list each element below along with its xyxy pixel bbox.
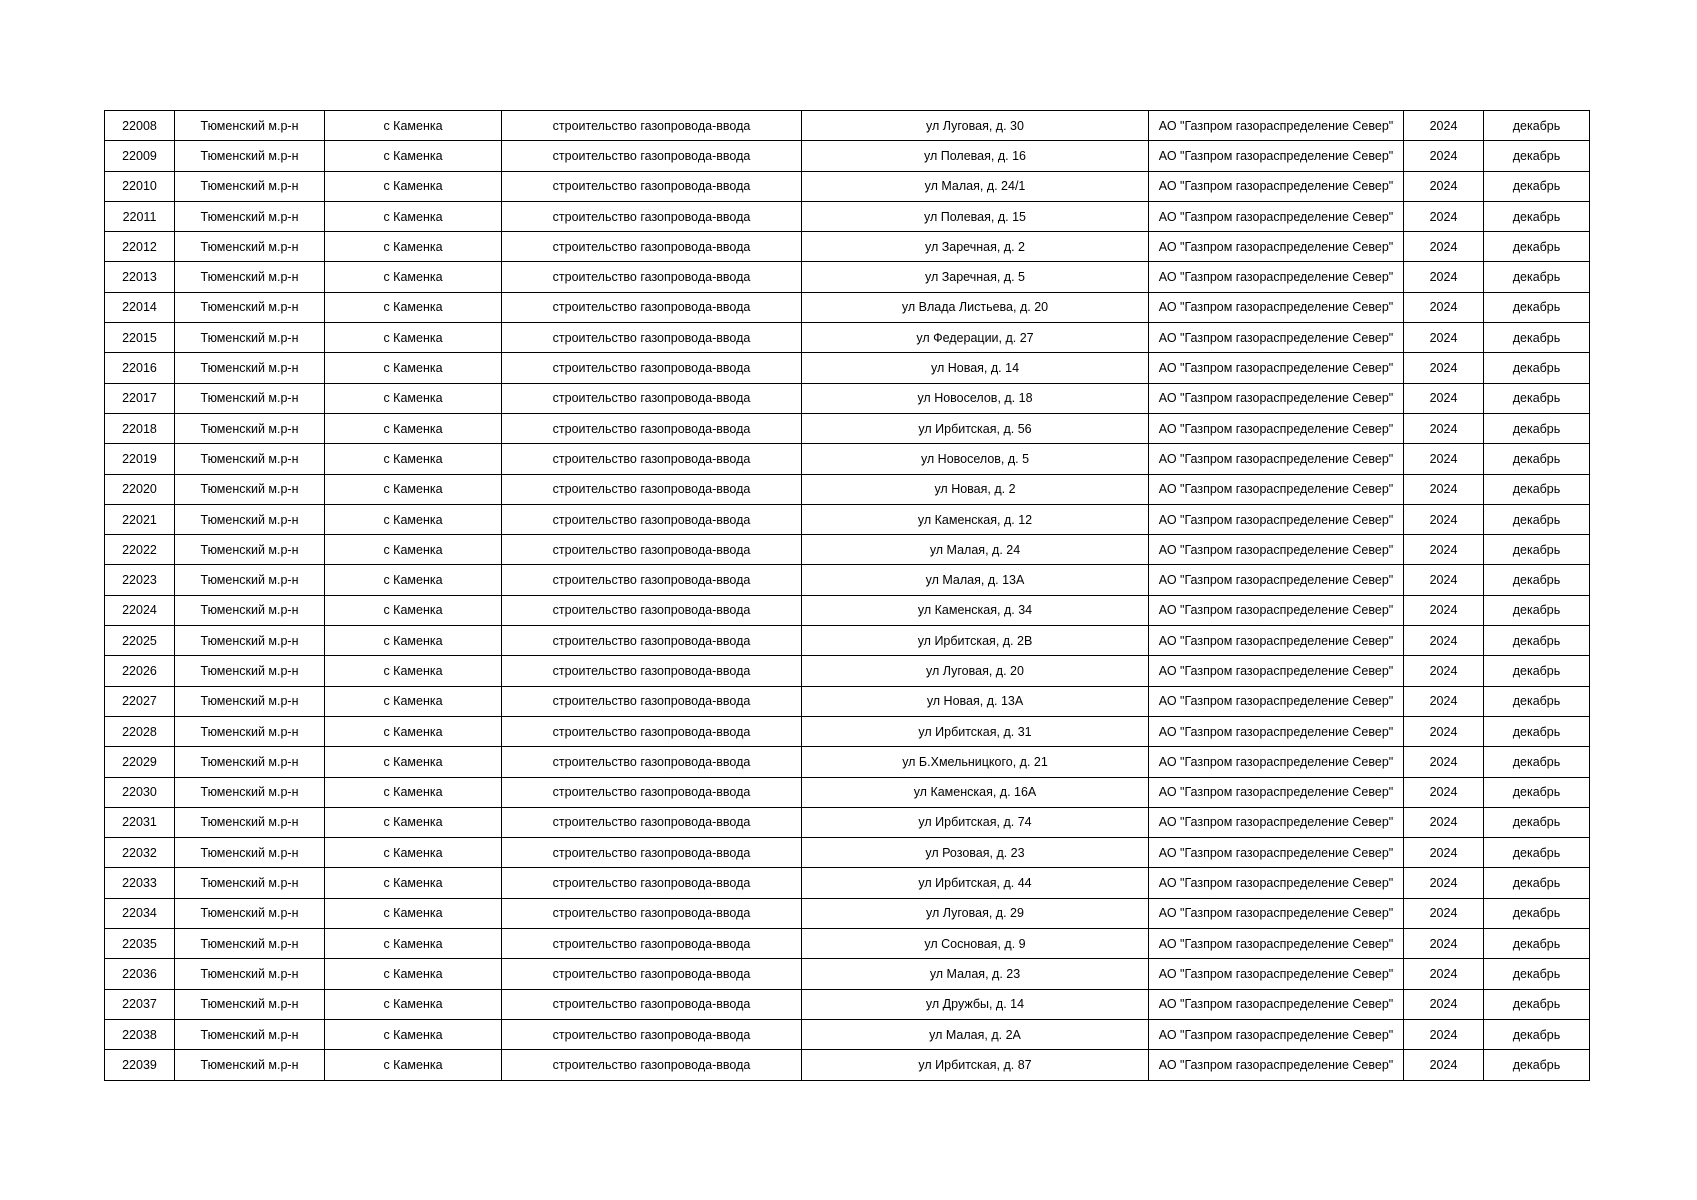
month-cell: декабрь <box>1484 595 1590 625</box>
month-cell: декабрь <box>1484 716 1590 746</box>
year-cell: 2024 <box>1404 807 1484 837</box>
year-cell: 2024 <box>1404 716 1484 746</box>
month-cell: декабрь <box>1484 383 1590 413</box>
row-number-cell: 22035 <box>105 929 175 959</box>
work-type-cell: строительство газопровода-ввода <box>502 777 802 807</box>
month-cell: декабрь <box>1484 444 1590 474</box>
organization-cell: АО "Газпром газораспределение Север" <box>1149 959 1404 989</box>
organization-cell: АО "Газпром газораспределение Север" <box>1149 444 1404 474</box>
month-cell: декабрь <box>1484 535 1590 565</box>
settlement-cell: с Каменка <box>325 595 502 625</box>
work-type-cell: строительство газопровода-ввода <box>502 838 802 868</box>
row-number-cell: 22014 <box>105 292 175 322</box>
settlement-cell: с Каменка <box>325 686 502 716</box>
year-cell: 2024 <box>1404 323 1484 353</box>
work-type-cell: строительство газопровода-ввода <box>502 353 802 383</box>
year-cell: 2024 <box>1404 1019 1484 1049</box>
work-type-cell: строительство газопровода-ввода <box>502 565 802 595</box>
table-row <box>105 777 1590 807</box>
month-cell: декабрь <box>1484 898 1590 928</box>
organization-cell: АО "Газпром газораспределение Север" <box>1149 323 1404 353</box>
year-cell: 2024 <box>1404 626 1484 656</box>
table-row <box>105 1050 1590 1080</box>
organization-cell: АО "Газпром газораспределение Север" <box>1149 383 1404 413</box>
row-number-cell: 22028 <box>105 716 175 746</box>
address-cell: ул Каменская, д. 16А <box>802 777 1149 807</box>
address-cell: ул Полевая, д. 16 <box>802 141 1149 171</box>
address-cell: ул Луговая, д. 30 <box>802 111 1149 141</box>
district-cell: Тюменский м.р-н <box>175 292 325 322</box>
district-cell: Тюменский м.р-н <box>175 232 325 262</box>
address-cell: ул Ирбитская, д. 87 <box>802 1050 1149 1080</box>
settlement-cell: с Каменка <box>325 807 502 837</box>
year-cell: 2024 <box>1404 444 1484 474</box>
district-cell: Тюменский м.р-н <box>175 595 325 625</box>
organization-cell: АО "Газпром газораспределение Север" <box>1149 504 1404 534</box>
year-cell: 2024 <box>1404 595 1484 625</box>
settlement-cell: с Каменка <box>325 777 502 807</box>
organization-cell: АО "Газпром газораспределение Север" <box>1149 232 1404 262</box>
settlement-cell: с Каменка <box>325 171 502 201</box>
settlement-cell: с Каменка <box>325 1019 502 1049</box>
work-type-cell: строительство газопровода-ввода <box>502 656 802 686</box>
row-number-cell: 22012 <box>105 232 175 262</box>
work-type-cell: строительство газопровода-ввода <box>502 171 802 201</box>
address-cell: ул Новоселов, д. 18 <box>802 383 1149 413</box>
row-number-cell: 22009 <box>105 141 175 171</box>
organization-cell: АО "Газпром газораспределение Север" <box>1149 141 1404 171</box>
settlement-cell: с Каменка <box>325 262 502 292</box>
table-row <box>105 565 1590 595</box>
work-type-cell: строительство газопровода-ввода <box>502 959 802 989</box>
year-cell: 2024 <box>1404 232 1484 262</box>
month-cell: декабрь <box>1484 959 1590 989</box>
work-type-cell: строительство газопровода-ввода <box>502 232 802 262</box>
organization-cell: АО "Газпром газораспределение Север" <box>1149 1019 1404 1049</box>
year-cell: 2024 <box>1404 838 1484 868</box>
year-cell: 2024 <box>1404 777 1484 807</box>
address-cell: ул Розовая, д. 23 <box>802 838 1149 868</box>
address-cell: ул Сосновая, д. 9 <box>802 929 1149 959</box>
district-cell: Тюменский м.р-н <box>175 1050 325 1080</box>
row-number-cell: 22021 <box>105 504 175 534</box>
year-cell: 2024 <box>1404 171 1484 201</box>
year-cell: 2024 <box>1404 565 1484 595</box>
table-row <box>105 413 1590 443</box>
table-row <box>105 686 1590 716</box>
organization-cell: АО "Газпром газораспределение Север" <box>1149 262 1404 292</box>
district-cell: Тюменский м.р-н <box>175 1019 325 1049</box>
row-number-cell: 22011 <box>105 201 175 231</box>
table-row <box>105 201 1590 231</box>
district-cell: Тюменский м.р-н <box>175 898 325 928</box>
settlement-cell: с Каменка <box>325 474 502 504</box>
settlement-cell: с Каменка <box>325 323 502 353</box>
table-row <box>105 444 1590 474</box>
row-number-cell: 22010 <box>105 171 175 201</box>
table-row <box>105 868 1590 898</box>
organization-cell: АО "Газпром газораспределение Север" <box>1149 898 1404 928</box>
work-type-cell: строительство газопровода-ввода <box>502 262 802 292</box>
work-type-cell: строительство газопровода-ввода <box>502 595 802 625</box>
table-row <box>105 232 1590 262</box>
organization-cell: АО "Газпром газораспределение Север" <box>1149 656 1404 686</box>
row-number-cell: 22031 <box>105 807 175 837</box>
month-cell: декабрь <box>1484 777 1590 807</box>
settlement-cell: с Каменка <box>325 353 502 383</box>
settlement-cell: с Каменка <box>325 141 502 171</box>
year-cell: 2024 <box>1404 959 1484 989</box>
row-number-cell: 22034 <box>105 898 175 928</box>
table-row <box>105 323 1590 353</box>
year-cell: 2024 <box>1404 868 1484 898</box>
year-cell: 2024 <box>1404 656 1484 686</box>
row-number-cell: 22020 <box>105 474 175 504</box>
month-cell: декабрь <box>1484 323 1590 353</box>
district-cell: Тюменский м.р-н <box>175 565 325 595</box>
settlement-cell: с Каменка <box>325 201 502 231</box>
district-cell: Тюменский м.р-н <box>175 474 325 504</box>
address-cell: ул Малая, д. 13А <box>802 565 1149 595</box>
year-cell: 2024 <box>1404 413 1484 443</box>
organization-cell: АО "Газпром газораспределение Север" <box>1149 474 1404 504</box>
year-cell: 2024 <box>1404 262 1484 292</box>
address-cell: ул Луговая, д. 29 <box>802 898 1149 928</box>
gas-connection-table <box>104 110 1590 1081</box>
settlement-cell: с Каменка <box>325 716 502 746</box>
district-cell: Тюменский м.р-н <box>175 989 325 1019</box>
work-type-cell: строительство газопровода-ввода <box>502 626 802 656</box>
row-number-cell: 22024 <box>105 595 175 625</box>
district-cell: Тюменский м.р-н <box>175 353 325 383</box>
organization-cell: АО "Газпром газораспределение Север" <box>1149 201 1404 231</box>
work-type-cell: строительство газопровода-ввода <box>502 292 802 322</box>
work-type-cell: строительство газопровода-ввода <box>502 686 802 716</box>
year-cell: 2024 <box>1404 292 1484 322</box>
address-cell: ул Ирбитская, д. 2В <box>802 626 1149 656</box>
settlement-cell: с Каменка <box>325 383 502 413</box>
table-body <box>105 111 1590 1081</box>
district-cell: Тюменский м.р-н <box>175 171 325 201</box>
settlement-cell: с Каменка <box>325 111 502 141</box>
table-row <box>105 656 1590 686</box>
organization-cell: АО "Газпром газораспределение Север" <box>1149 747 1404 777</box>
settlement-cell: с Каменка <box>325 929 502 959</box>
organization-cell: АО "Газпром газораспределение Север" <box>1149 565 1404 595</box>
settlement-cell: с Каменка <box>325 413 502 443</box>
settlement-cell: с Каменка <box>325 656 502 686</box>
table-row <box>105 171 1590 201</box>
district-cell: Тюменский м.р-н <box>175 201 325 231</box>
address-cell: ул Малая, д. 24 <box>802 535 1149 565</box>
work-type-cell: строительство газопровода-ввода <box>502 1019 802 1049</box>
year-cell: 2024 <box>1404 141 1484 171</box>
district-cell: Тюменский м.р-н <box>175 626 325 656</box>
settlement-cell: с Каменка <box>325 898 502 928</box>
year-cell: 2024 <box>1404 504 1484 534</box>
year-cell: 2024 <box>1404 535 1484 565</box>
row-number-cell: 22036 <box>105 959 175 989</box>
organization-cell: АО "Газпром газораспределение Север" <box>1149 777 1404 807</box>
organization-cell: АО "Газпром газораспределение Север" <box>1149 716 1404 746</box>
month-cell: декабрь <box>1484 565 1590 595</box>
district-cell: Тюменский м.р-н <box>175 262 325 292</box>
address-cell: ул Дружбы, д. 14 <box>802 989 1149 1019</box>
address-cell: ул Заречная, д. 5 <box>802 262 1149 292</box>
address-cell: ул Федерации, д. 27 <box>802 323 1149 353</box>
table-row <box>105 595 1590 625</box>
table-row <box>105 716 1590 746</box>
month-cell: декабрь <box>1484 171 1590 201</box>
address-cell: ул Новая, д. 2 <box>802 474 1149 504</box>
address-cell: ул Полевая, д. 15 <box>802 201 1149 231</box>
row-number-cell: 22037 <box>105 989 175 1019</box>
address-cell: ул Ирбитская, д. 74 <box>802 807 1149 837</box>
month-cell: декабрь <box>1484 413 1590 443</box>
address-cell: ул Заречная, д. 2 <box>802 232 1149 262</box>
address-cell: ул Ирбитская, д. 31 <box>802 716 1149 746</box>
district-cell: Тюменский м.р-н <box>175 413 325 443</box>
organization-cell: АО "Газпром газораспределение Север" <box>1149 868 1404 898</box>
table-row <box>105 807 1590 837</box>
row-number-cell: 22027 <box>105 686 175 716</box>
row-number-cell: 22018 <box>105 413 175 443</box>
row-number-cell: 22016 <box>105 353 175 383</box>
table-row <box>105 898 1590 928</box>
organization-cell: АО "Газпром газораспределение Север" <box>1149 292 1404 322</box>
district-cell: Тюменский м.р-н <box>175 111 325 141</box>
year-cell: 2024 <box>1404 474 1484 504</box>
row-number-cell: 22013 <box>105 262 175 292</box>
address-cell: ул Малая, д. 23 <box>802 959 1149 989</box>
address-cell: ул Ирбитская, д. 44 <box>802 868 1149 898</box>
month-cell: декабрь <box>1484 1019 1590 1049</box>
table-row <box>105 353 1590 383</box>
settlement-cell: с Каменка <box>325 504 502 534</box>
year-cell: 2024 <box>1404 898 1484 928</box>
month-cell: декабрь <box>1484 929 1590 959</box>
row-number-cell: 22025 <box>105 626 175 656</box>
month-cell: декабрь <box>1484 353 1590 383</box>
table-row <box>105 989 1590 1019</box>
month-cell: декабрь <box>1484 656 1590 686</box>
organization-cell: АО "Газпром газораспределение Север" <box>1149 535 1404 565</box>
organization-cell: АО "Газпром газораспределение Север" <box>1149 595 1404 625</box>
month-cell: декабрь <box>1484 686 1590 716</box>
organization-cell: АО "Газпром газораспределение Север" <box>1149 686 1404 716</box>
work-type-cell: строительство газопровода-ввода <box>502 413 802 443</box>
month-cell: декабрь <box>1484 807 1590 837</box>
work-type-cell: строительство газопровода-ввода <box>502 747 802 777</box>
settlement-cell: с Каменка <box>325 838 502 868</box>
year-cell: 2024 <box>1404 383 1484 413</box>
table-row <box>105 929 1590 959</box>
district-cell: Тюменский м.р-н <box>175 777 325 807</box>
month-cell: декабрь <box>1484 868 1590 898</box>
work-type-cell: строительство газопровода-ввода <box>502 504 802 534</box>
year-cell: 2024 <box>1404 989 1484 1019</box>
row-number-cell: 22032 <box>105 838 175 868</box>
district-cell: Тюменский м.р-н <box>175 747 325 777</box>
table-row <box>105 383 1590 413</box>
address-cell: ул Влада Листьева, д. 20 <box>802 292 1149 322</box>
year-cell: 2024 <box>1404 929 1484 959</box>
row-number-cell: 22023 <box>105 565 175 595</box>
row-number-cell: 22017 <box>105 383 175 413</box>
organization-cell: АО "Газпром газораспределение Север" <box>1149 838 1404 868</box>
month-cell: декабрь <box>1484 626 1590 656</box>
work-type-cell: строительство газопровода-ввода <box>502 1050 802 1080</box>
settlement-cell: с Каменка <box>325 747 502 777</box>
month-cell: декабрь <box>1484 747 1590 777</box>
work-type-cell: строительство газопровода-ввода <box>502 989 802 1019</box>
settlement-cell: с Каменка <box>325 626 502 656</box>
table-row <box>105 626 1590 656</box>
year-cell: 2024 <box>1404 353 1484 383</box>
settlement-cell: с Каменка <box>325 232 502 262</box>
district-cell: Тюменский м.р-н <box>175 504 325 534</box>
address-cell: ул Луговая, д. 20 <box>802 656 1149 686</box>
district-cell: Тюменский м.р-н <box>175 807 325 837</box>
month-cell: декабрь <box>1484 474 1590 504</box>
row-number-cell: 22039 <box>105 1050 175 1080</box>
work-type-cell: строительство газопровода-ввода <box>502 929 802 959</box>
month-cell: декабрь <box>1484 1050 1590 1080</box>
work-type-cell: строительство газопровода-ввода <box>502 807 802 837</box>
table-row <box>105 838 1590 868</box>
table-row <box>105 474 1590 504</box>
settlement-cell: с Каменка <box>325 444 502 474</box>
row-number-cell: 22015 <box>105 323 175 353</box>
work-type-cell: строительство газопровода-ввода <box>502 323 802 353</box>
district-cell: Тюменский м.р-н <box>175 838 325 868</box>
year-cell: 2024 <box>1404 201 1484 231</box>
row-number-cell: 22019 <box>105 444 175 474</box>
organization-cell: АО "Газпром газораспределение Север" <box>1149 807 1404 837</box>
district-cell: Тюменский м.р-н <box>175 686 325 716</box>
row-number-cell: 22033 <box>105 868 175 898</box>
work-type-cell: строительство газопровода-ввода <box>502 898 802 928</box>
year-cell: 2024 <box>1404 686 1484 716</box>
organization-cell: АО "Газпром газораспределение Север" <box>1149 1050 1404 1080</box>
month-cell: декабрь <box>1484 232 1590 262</box>
month-cell: декабрь <box>1484 201 1590 231</box>
table-row <box>105 1019 1590 1049</box>
address-cell: ул Каменская, д. 12 <box>802 504 1149 534</box>
address-cell: ул Малая, д. 2А <box>802 1019 1149 1049</box>
month-cell: декабрь <box>1484 292 1590 322</box>
work-type-cell: строительство газопровода-ввода <box>502 111 802 141</box>
district-cell: Тюменский м.р-н <box>175 959 325 989</box>
month-cell: декабрь <box>1484 111 1590 141</box>
organization-cell: АО "Газпром газораспределение Север" <box>1149 353 1404 383</box>
organization-cell: АО "Газпром газораспределение Север" <box>1149 989 1404 1019</box>
month-cell: декабрь <box>1484 262 1590 292</box>
settlement-cell: с Каменка <box>325 989 502 1019</box>
work-type-cell: строительство газопровода-ввода <box>502 201 802 231</box>
table-row <box>105 747 1590 777</box>
settlement-cell: с Каменка <box>325 535 502 565</box>
settlement-cell: с Каменка <box>325 959 502 989</box>
table-row <box>105 504 1590 534</box>
year-cell: 2024 <box>1404 747 1484 777</box>
month-cell: декабрь <box>1484 989 1590 1019</box>
row-number-cell: 22008 <box>105 111 175 141</box>
table-row <box>105 262 1590 292</box>
address-cell: ул Новая, д. 13А <box>802 686 1149 716</box>
address-cell: ул Ирбитская, д. 56 <box>802 413 1149 443</box>
table-row <box>105 535 1590 565</box>
address-cell: ул Малая, д. 24/1 <box>802 171 1149 201</box>
district-cell: Тюменский м.р-н <box>175 929 325 959</box>
row-number-cell: 22029 <box>105 747 175 777</box>
address-cell: ул Каменская, д. 34 <box>802 595 1149 625</box>
work-type-cell: строительство газопровода-ввода <box>502 868 802 898</box>
district-cell: Тюменский м.р-н <box>175 141 325 171</box>
table-row <box>105 292 1590 322</box>
settlement-cell: с Каменка <box>325 1050 502 1080</box>
row-number-cell: 22030 <box>105 777 175 807</box>
district-cell: Тюменский м.р-н <box>175 535 325 565</box>
district-cell: Тюменский м.р-н <box>175 383 325 413</box>
address-cell: ул Б.Хмельницкого, д. 21 <box>802 747 1149 777</box>
work-type-cell: строительство газопровода-ввода <box>502 383 802 413</box>
work-type-cell: строительство газопровода-ввода <box>502 535 802 565</box>
year-cell: 2024 <box>1404 1050 1484 1080</box>
month-cell: декабрь <box>1484 504 1590 534</box>
work-type-cell: строительство газопровода-ввода <box>502 474 802 504</box>
district-cell: Тюменский м.р-н <box>175 716 325 746</box>
organization-cell: АО "Газпром газораспределение Север" <box>1149 929 1404 959</box>
month-cell: декабрь <box>1484 838 1590 868</box>
row-number-cell: 22022 <box>105 535 175 565</box>
table-row <box>105 111 1590 141</box>
settlement-cell: с Каменка <box>325 292 502 322</box>
district-cell: Тюменский м.р-н <box>175 868 325 898</box>
district-cell: Тюменский м.р-н <box>175 656 325 686</box>
row-number-cell: 22038 <box>105 1019 175 1049</box>
settlement-cell: с Каменка <box>325 868 502 898</box>
table-row <box>105 141 1590 171</box>
address-cell: ул Новоселов, д. 5 <box>802 444 1149 474</box>
row-number-cell: 22026 <box>105 656 175 686</box>
year-cell: 2024 <box>1404 111 1484 141</box>
organization-cell: АО "Газпром газораспределение Север" <box>1149 171 1404 201</box>
month-cell: декабрь <box>1484 141 1590 171</box>
district-cell: Тюменский м.р-н <box>175 444 325 474</box>
work-type-cell: строительство газопровода-ввода <box>502 716 802 746</box>
district-cell: Тюменский м.р-н <box>175 323 325 353</box>
organization-cell: АО "Газпром газораспределение Север" <box>1149 111 1404 141</box>
settlement-cell: с Каменка <box>325 565 502 595</box>
table-row <box>105 959 1590 989</box>
address-cell: ул Новая, д. 14 <box>802 353 1149 383</box>
work-type-cell: строительство газопровода-ввода <box>502 444 802 474</box>
work-type-cell: строительство газопровода-ввода <box>502 141 802 171</box>
organization-cell: АО "Газпром газораспределение Север" <box>1149 626 1404 656</box>
organization-cell: АО "Газпром газораспределение Север" <box>1149 413 1404 443</box>
